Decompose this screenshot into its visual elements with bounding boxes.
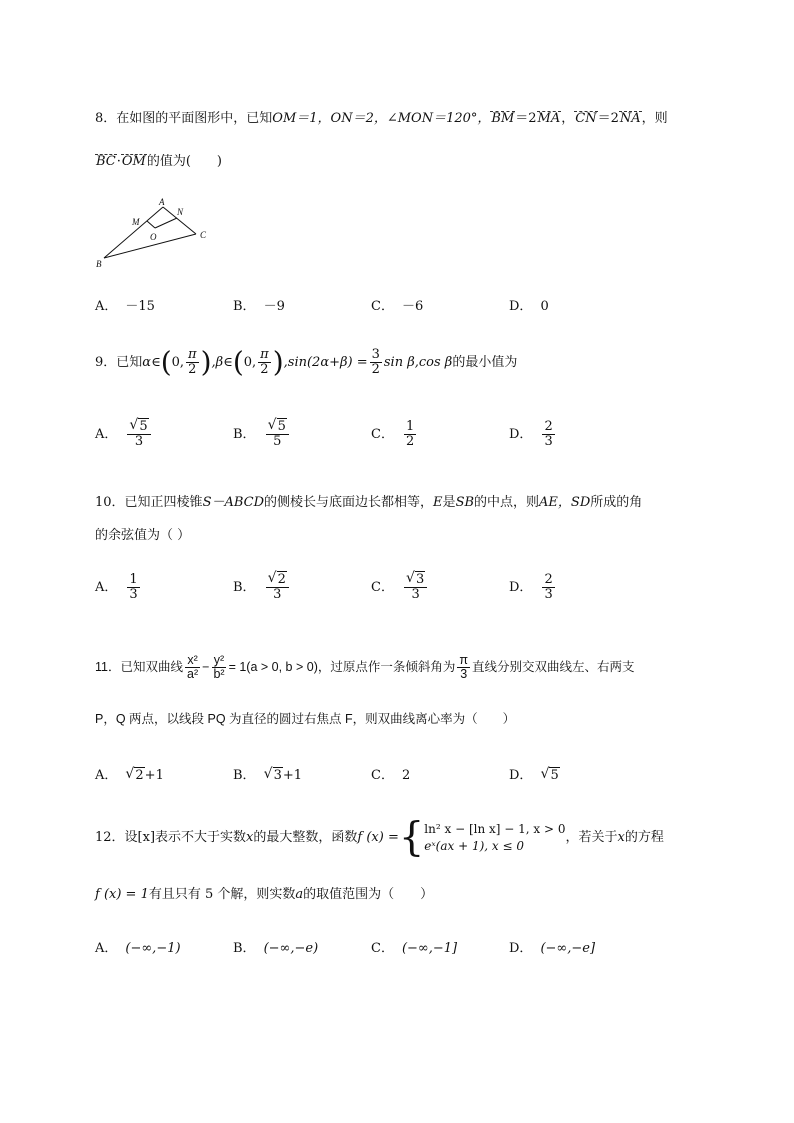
- radicand: 3: [415, 572, 425, 587]
- choice-value: (−∞,−e): [263, 941, 319, 956]
- q12-x: x: [246, 830, 254, 845]
- q8-choice-d[interactable]: [509, 295, 549, 314]
- frac-num: y²: [213, 653, 225, 668]
- q12-equation: f (x) = 1: [95, 887, 149, 902]
- q10-line2: 的余弦值为（ ）: [95, 528, 191, 543]
- frac-num: π: [459, 653, 468, 668]
- q12-x2: x: [617, 830, 625, 845]
- q9-zero-2: 0,: [243, 355, 257, 370]
- vector-bm: BM: [491, 111, 515, 126]
- q11-choice-a[interactable]: [95, 764, 164, 783]
- frac-num: π: [188, 347, 197, 363]
- q10-choice-d[interactable]: [509, 573, 557, 601]
- q11-choice-d[interactable]: [509, 764, 560, 783]
- radicand: 2: [135, 768, 144, 783]
- q10-text-e: 所成的角: [590, 495, 643, 510]
- case-2: eˣ(ax + 1), x ≤ 0: [424, 838, 524, 853]
- choice-letter: A．: [95, 299, 118, 314]
- q8-question: 的值为( ): [146, 154, 223, 169]
- minus: −: [202, 660, 210, 674]
- q12-text-c: ，若关于: [565, 830, 618, 845]
- label-o: O: [150, 232, 157, 242]
- choice-letter: C．: [371, 579, 394, 595]
- choice-frac: [266, 573, 289, 601]
- q9-choice-c[interactable]: [371, 420, 418, 448]
- q10-ae-sd: AE，SD: [539, 495, 591, 510]
- q9-tail: 的最小值为: [452, 355, 518, 370]
- q10-e: E: [433, 495, 443, 510]
- frac-den: a²: [187, 667, 199, 682]
- q10-choice-b[interactable]: [233, 573, 291, 601]
- q12-choice-b[interactable]: [233, 937, 318, 956]
- vector-bc: BC: [96, 154, 116, 169]
- vector-na: NA: [619, 111, 641, 126]
- sqrt: [264, 768, 283, 783]
- frac-num: 3: [371, 347, 380, 363]
- q11-text-c: 直线分别交双曲线左、右两支: [472, 660, 635, 674]
- choice-frac: [127, 420, 150, 448]
- frac-den: 3: [411, 586, 420, 602]
- q8-choice-a[interactable]: [95, 295, 155, 314]
- sqrt: [129, 420, 148, 434]
- q8-eq: ＝2: [515, 111, 537, 126]
- sqrt: [540, 768, 559, 783]
- q10-text-d: 的中点，则: [474, 495, 540, 510]
- choice-letter: C．: [371, 941, 394, 956]
- q10-line1: [95, 491, 642, 510]
- frac-den: 3: [134, 433, 144, 449]
- choice-letter: A．: [95, 426, 118, 442]
- q12-line2: [95, 883, 433, 902]
- frac-den: 3: [544, 586, 553, 602]
- frac-pi-2b: [258, 348, 271, 376]
- q8-comma: ，: [561, 111, 575, 126]
- choice-letter: B．: [233, 579, 256, 595]
- q8-choice-c[interactable]: [371, 295, 423, 314]
- q8-text: 在如图的平面图形中，已知: [116, 111, 273, 126]
- plus-one: +1: [144, 768, 164, 783]
- q11-number: 11．: [95, 660, 121, 674]
- frac-num: 1: [405, 419, 415, 434]
- frac-den: 3: [544, 433, 553, 449]
- choice-frac: [404, 573, 427, 601]
- frac-num: 2: [544, 419, 553, 434]
- choice-letter: D．: [509, 426, 533, 442]
- sqrt: [125, 768, 144, 783]
- choice-letter: D．: [509, 941, 533, 956]
- choice-letter: B．: [233, 768, 256, 783]
- radicand: 5: [277, 419, 286, 434]
- q12-line1: [95, 812, 664, 864]
- frac-num: 2: [544, 572, 553, 587]
- frac-pi-2: [186, 348, 199, 376]
- choice-letter: D．: [509, 768, 533, 783]
- q11-text-a: 已知双曲线: [120, 660, 183, 674]
- frac-den: 3: [273, 586, 282, 602]
- frac-den: 5: [273, 433, 282, 449]
- q12-number: 12．: [95, 830, 125, 845]
- label-b: B: [96, 259, 102, 269]
- q12-text-b: 的最大整数，函数: [253, 830, 358, 845]
- vector-om: OM: [121, 154, 146, 169]
- choice-letter: A．: [95, 941, 118, 956]
- q8-line2: [95, 150, 222, 169]
- q9-choice-d[interactable]: [509, 420, 557, 448]
- q9-choice-b[interactable]: [233, 420, 291, 448]
- choice-frac: [404, 420, 416, 448]
- q9-sinbeta: sin β,cos β: [383, 355, 453, 370]
- choice-value: 0: [540, 299, 549, 314]
- frac-x2-a2: [185, 654, 200, 681]
- choice-value: －9: [263, 299, 285, 314]
- vector-cn: CN: [575, 111, 597, 126]
- q10-sb: SB: [455, 495, 475, 510]
- sqrt: [268, 573, 287, 587]
- frac-3-2: [370, 348, 382, 376]
- q11-cond: = 1(a > 0, b > 0): [228, 660, 318, 674]
- q11-choice-c[interactable]: [371, 764, 410, 783]
- vector-ma: MA: [537, 111, 561, 126]
- choice-letter: B．: [233, 299, 256, 314]
- q10-text-c: 是: [442, 495, 456, 510]
- choice-value: －15: [125, 299, 155, 314]
- frac-den: 2: [260, 362, 269, 377]
- frac-den: 2: [188, 362, 197, 377]
- choice-letter: C．: [371, 299, 394, 314]
- q9-zero: 0,: [171, 355, 185, 370]
- q12-text-a: 设[x]表示不大于实数: [124, 830, 247, 845]
- radicand: 3: [273, 768, 282, 783]
- choice-value: (−∞,−1]: [401, 941, 458, 956]
- dot-operator: ·: [116, 154, 121, 169]
- frac-y2-b2: [211, 654, 226, 681]
- q10-number: 10．: [95, 495, 125, 510]
- choice-value: (−∞,−e]: [540, 941, 596, 956]
- q9-known: 已知: [116, 355, 143, 370]
- choice-frac: [542, 420, 554, 448]
- q9-alpha: α∈: [142, 355, 161, 370]
- paren-close-2: ): [272, 345, 284, 379]
- q9-stem: [95, 343, 517, 383]
- radicand: 5: [139, 419, 148, 434]
- q10-text-b: 的侧棱长与底面边长都相等，: [264, 495, 434, 510]
- q9-beta: ,β∈: [211, 355, 233, 370]
- q12-choice-d[interactable]: [509, 937, 595, 956]
- label-c: C: [200, 230, 207, 240]
- q9-choice-a[interactable]: [95, 420, 153, 448]
- radicand: 5: [550, 768, 559, 783]
- piecewise-cases: [424, 821, 565, 853]
- plus-one: +1: [282, 768, 303, 783]
- frac-num: x²: [187, 653, 198, 668]
- q12-choice-a[interactable]: [95, 937, 181, 956]
- label-a: A: [159, 197, 165, 207]
- q10-pyramid: S－ABCD: [202, 495, 265, 510]
- paren-open: (: [160, 345, 172, 379]
- sqrt: [406, 573, 425, 587]
- frac-den: 3: [129, 586, 138, 602]
- label-n: N: [177, 207, 184, 217]
- frac-num: 1: [129, 572, 138, 587]
- q9-sin: ,sin(2α+β) =: [283, 355, 368, 370]
- choice-frac: [542, 573, 554, 601]
- q11-choice-b[interactable]: [233, 764, 302, 783]
- frac-pi-3: [457, 654, 470, 681]
- choice-letter: B．: [233, 426, 256, 442]
- choice-letter: C．: [371, 426, 394, 442]
- paren-open-2: (: [232, 345, 244, 379]
- q10-choice-c[interactable]: [371, 573, 429, 601]
- choice-frac: [127, 573, 139, 601]
- q8-number: 8．: [95, 111, 117, 126]
- choice-value: (−∞,−1): [125, 941, 181, 956]
- q10-choice-a[interactable]: [95, 573, 142, 601]
- q8-choice-b[interactable]: [233, 295, 285, 314]
- q8-then: ，则: [641, 111, 668, 126]
- choice-value: －6: [401, 299, 424, 314]
- frac-den: 2: [371, 362, 380, 377]
- frac-den: 2: [405, 433, 415, 449]
- paren-close: ): [200, 345, 212, 379]
- choice-frac: [266, 420, 289, 448]
- choice-letter: D．: [509, 299, 533, 314]
- q9-number: 9．: [95, 355, 117, 370]
- q11-text-b: ，过原点作一条倾斜角为: [317, 660, 456, 674]
- brace: {: [398, 814, 425, 861]
- q8-line1: [95, 107, 668, 126]
- radicand: 2: [277, 572, 286, 587]
- case-1: ln² x − [ln x] − 1, x > 0: [424, 822, 566, 837]
- q11-line1: [95, 649, 635, 685]
- choice-letter: A．: [95, 579, 118, 595]
- q10-text-a: 已知正四棱锥: [124, 495, 203, 510]
- segment-on: [155, 218, 177, 228]
- q12-text-d: 的方程: [624, 830, 664, 845]
- label-m: M: [132, 217, 140, 227]
- q12-a: a: [295, 887, 304, 902]
- sqrt: [268, 420, 287, 434]
- q12-text-f: 的取值范围为（ ）: [303, 887, 434, 902]
- q12-choice-c[interactable]: [371, 937, 457, 956]
- q8-conditions: OM＝1，ON＝2，∠MON＝120°，: [272, 111, 491, 126]
- choice-value: 2: [401, 768, 411, 783]
- frac-num: π: [260, 347, 269, 363]
- q8-eq2: ＝2: [597, 111, 619, 126]
- frac-den: b²: [213, 667, 225, 682]
- q12-fx: f (x) =: [357, 830, 399, 845]
- q12-text-e: 有且只有 5 个解，则实数: [148, 887, 296, 902]
- q8-figure: [92, 196, 222, 272]
- choice-letter: A．: [95, 768, 118, 783]
- q11-line2: P，Q 两点，以线段 PQ 为直径的圆过右焦点 F，则双曲线离心率为（ ）: [95, 712, 516, 726]
- segment-mo: [147, 221, 155, 228]
- choice-letter: D．: [509, 579, 533, 595]
- frac-den: 3: [460, 667, 468, 682]
- choice-letter: C．: [371, 768, 394, 783]
- choice-letter: B．: [233, 941, 256, 956]
